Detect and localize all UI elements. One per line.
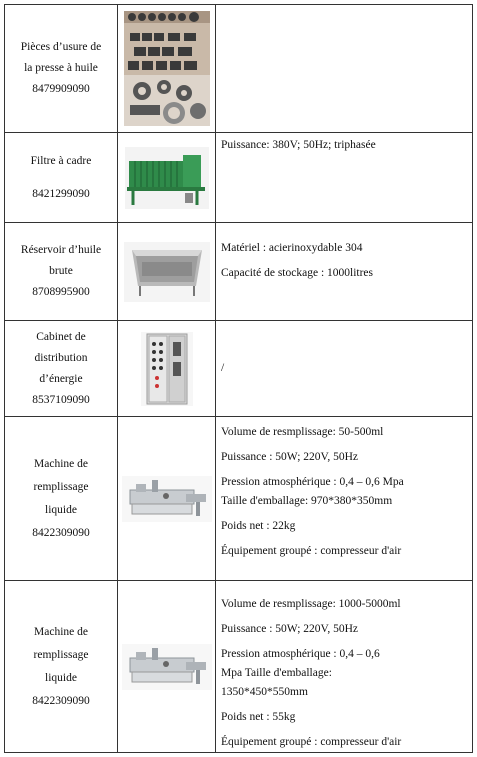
spec-line: Matériel : acierinoxydable 304 bbox=[221, 242, 363, 254]
product-name-line: brute bbox=[49, 265, 73, 277]
product-name-line: remplissage bbox=[33, 480, 89, 493]
product-name-line: Réservoir d’huile bbox=[20, 244, 102, 256]
product-name-line: remplissage bbox=[33, 648, 89, 661]
product-name-line: liquide bbox=[45, 503, 77, 516]
product-name-cell bbox=[5, 321, 118, 417]
product-name-line: Pièces d’usure de bbox=[20, 41, 102, 53]
product-name-cell bbox=[5, 5, 118, 133]
product-spec-cell bbox=[216, 321, 473, 417]
spec-line: Équipement groupé : compresseur d'air bbox=[221, 545, 402, 557]
spec-line: Poids net : 22kg bbox=[221, 520, 296, 532]
spec-line: / bbox=[221, 362, 225, 374]
spec-line: Taille d'emballage: 970*380*350mm bbox=[221, 495, 393, 507]
product-spec-cell bbox=[216, 5, 473, 133]
product-code: 8479909090 bbox=[32, 83, 90, 95]
spec-line: Pression atmosphérique : 0,4 – 0,6 Mpa bbox=[221, 476, 404, 488]
spec-line: Volume de resmplissage: 50-500ml bbox=[221, 426, 384, 438]
product-name-cell bbox=[5, 133, 118, 223]
product-name-line: Cabinet de bbox=[36, 330, 86, 343]
spec-line: Puissance: 380V; 50Hz; triphasée bbox=[221, 139, 376, 151]
product-photo-cell bbox=[118, 321, 216, 417]
product-name-line: Machine de bbox=[34, 625, 88, 638]
spec-line: Puissance : 50W; 220V, 50Hz bbox=[221, 451, 359, 463]
table-row bbox=[5, 5, 473, 133]
spec-line: Puissance : 50W; 220V, 50Hz bbox=[221, 623, 359, 635]
product-name-line: liquide bbox=[45, 671, 77, 684]
product-photo-cell bbox=[118, 5, 216, 133]
spec-line: Équipement groupé : compresseur d'air bbox=[221, 736, 402, 748]
product-name-line: d’énergie bbox=[39, 372, 83, 385]
table-row bbox=[5, 133, 473, 223]
product-name-cell bbox=[5, 417, 118, 581]
table-row bbox=[5, 223, 473, 321]
product-table bbox=[4, 4, 473, 753]
product-photo-cell bbox=[118, 417, 216, 581]
product-name-cell bbox=[5, 223, 118, 321]
product-spec-cell bbox=[216, 417, 473, 581]
oil-press-wear-parts-photo bbox=[124, 11, 210, 126]
spec-line: 1350*450*550mm bbox=[221, 686, 308, 698]
product-code: 8537109090 bbox=[32, 393, 90, 406]
spec-line: Mpa Taille d'emballage: bbox=[221, 667, 332, 679]
spec-line: Pression atmosphérique : 0,4 – 0,6 bbox=[221, 648, 380, 660]
product-spec-cell bbox=[216, 133, 473, 223]
filling-machine-photo bbox=[122, 644, 212, 690]
product-photo-cell bbox=[118, 581, 216, 753]
product-name-cell bbox=[5, 581, 118, 753]
filling-machine-photo bbox=[122, 476, 212, 522]
product-name-line: Machine de bbox=[34, 457, 88, 470]
product-name-line: Filtre à cadre bbox=[30, 154, 92, 167]
spec-line: Poids net : 55kg bbox=[221, 711, 296, 723]
product-name-line: la presse à huile bbox=[24, 62, 98, 74]
product-photo-cell bbox=[118, 223, 216, 321]
product-name-line: distribution bbox=[34, 351, 88, 364]
product-code: 8422309090 bbox=[32, 526, 90, 539]
product-photo-cell bbox=[118, 133, 216, 223]
product-spec-cell bbox=[216, 581, 473, 753]
product-code: 8708995900 bbox=[32, 286, 90, 298]
product-code: 8421299090 bbox=[32, 187, 90, 200]
product-spec-cell bbox=[216, 223, 473, 321]
spec-line: Volume de resmplissage: 1000-5000ml bbox=[221, 598, 401, 610]
table-row bbox=[5, 417, 473, 581]
crude-oil-tank-photo bbox=[124, 242, 210, 302]
table-row bbox=[5, 321, 473, 417]
product-code: 8422309090 bbox=[32, 694, 90, 707]
power-cabinet-photo bbox=[141, 332, 193, 406]
table-row bbox=[5, 581, 473, 753]
frame-filter-photo bbox=[125, 147, 209, 209]
spec-line: Capacité de stockage : 1000litres bbox=[221, 267, 374, 279]
